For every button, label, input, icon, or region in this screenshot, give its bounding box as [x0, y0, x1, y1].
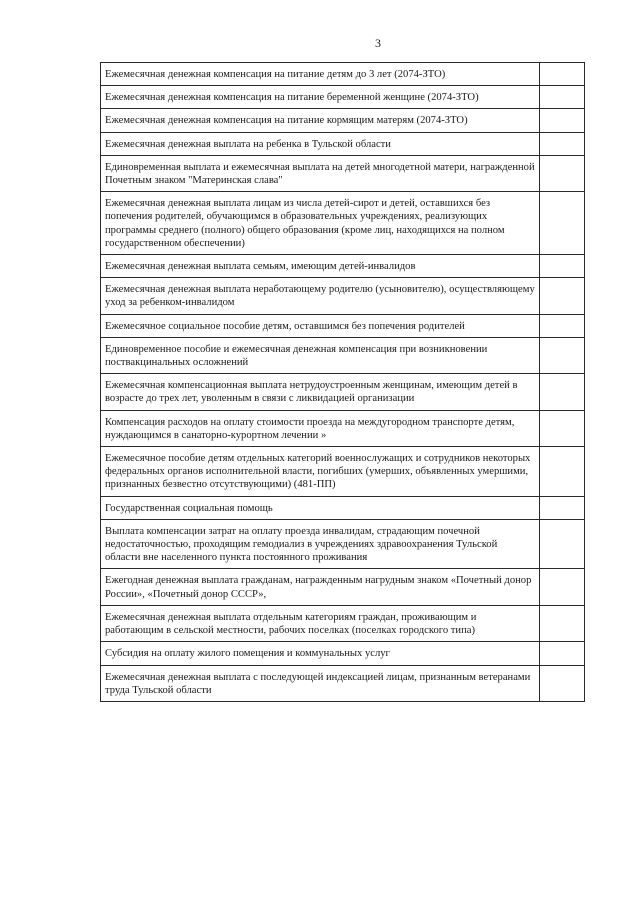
table-row	[101, 314, 585, 337]
benefit-name-cell: Субсидия на оплату жилого помещения и коммунальных услуг	[101, 642, 540, 665]
table-row	[101, 155, 585, 191]
table-row	[101, 665, 585, 701]
table-row	[101, 569, 585, 605]
mark-cell	[540, 410, 585, 446]
page-number: 3	[375, 36, 381, 50]
mark-cell	[540, 447, 585, 497]
benefit-name-cell: Ежемесячное пособие детям отдельных категорий военнослужащих и сотрудников некоторых федеральных органов исполнительной власти, погибших (умерших, объявленных умершими, признанных безвестно отсутствующими) (481-ПП)	[101, 447, 540, 497]
benefit-name-cell: Единовременное пособие и ежемесячная денежная компенсация при возникновении поствакцинальных осложнений	[101, 337, 540, 373]
mark-cell	[540, 374, 585, 410]
benefit-name-cell: Единовременная выплата и ежемесячная выплата на детей многодетной матери, награжденной Почетным знаком "Материнская слава"	[101, 155, 540, 191]
benefit-name-cell: Ежемесячная денежная выплата на ребенка в Тульской области	[101, 132, 540, 155]
mark-cell	[540, 569, 585, 605]
table-row	[101, 410, 585, 446]
table-row	[101, 63, 585, 86]
table-row	[101, 374, 585, 410]
mark-cell	[540, 132, 585, 155]
mark-cell	[540, 665, 585, 701]
benefit-name-cell: Ежемесячная денежная выплата неработающему родителю (усыновителю), осуществляющему уход за ребенком-инвалидом	[101, 278, 540, 314]
table-row	[101, 496, 585, 519]
table-row	[101, 132, 585, 155]
mark-cell	[540, 496, 585, 519]
mark-cell	[540, 337, 585, 373]
benefit-name-cell: Ежемесячная денежная компенсация на питание детям до 3 лет (2074-ЗТО)	[101, 63, 540, 86]
mark-cell	[540, 155, 585, 191]
mark-cell	[540, 109, 585, 132]
benefit-name-cell: Ежегодная денежная выплата гражданам, награжденным нагрудным знаком «Почетный донор России», «Почетный донор СССР»,	[101, 569, 540, 605]
mark-cell	[540, 605, 585, 641]
table-row	[101, 642, 585, 665]
table-row	[101, 337, 585, 373]
mark-cell	[540, 63, 585, 86]
benefit-name-cell: Государственная социальная помощь	[101, 496, 540, 519]
table-row	[101, 519, 585, 569]
benefit-name-cell: Ежемесячная денежная выплата семьям, имеющим детей-инвалидов	[101, 255, 540, 278]
benefit-name-cell: Ежемесячная денежная компенсация на питание кормящим матерям (2074-ЗТО)	[101, 109, 540, 132]
benefit-name-cell: Ежемесячная денежная компенсация на питание беременной женщине (2074-ЗТО)	[101, 86, 540, 109]
mark-cell	[540, 314, 585, 337]
table-row	[101, 447, 585, 497]
mark-cell	[540, 86, 585, 109]
table-row	[101, 605, 585, 641]
mark-cell	[540, 192, 585, 255]
benefit-name-cell: Компенсация расходов на оплату стоимости проезда на междугородном транспорте детям, нуждающимся в санаторно-курортном лечении »	[101, 410, 540, 446]
table-row	[101, 109, 585, 132]
benefit-name-cell: Выплата компенсации затрат на оплату проезда инвалидам, страдающим почечной недостаточностью, проходящим гемодиализ в учреждениях здравоохранения Тульской области вне населенного пункта постоянного проживания	[101, 519, 540, 569]
benefit-name-cell: Ежемесячная компенсационная выплата нетрудоустроенным женщинам, имеющим детей в возрасте до трех лет, уволенным в связи с ликвидацией организации	[101, 374, 540, 410]
benefit-name-cell: Ежемесячная денежная выплата лицам из числа детей-сирот и детей, оставшихся без попечения родителей, обучающимся в образовательных учреждениях, реализующих программы среднего (полного) общего образования (кроме лиц, находящихся на полном государственном обеспечении)	[101, 192, 540, 255]
table-row	[101, 86, 585, 109]
benefit-name-cell: Ежемесячная денежная выплата отдельным категориям граждан, проживающим и работающим в сельской местности, рабочих поселках (поселках городского типа)	[101, 605, 540, 641]
mark-cell	[540, 255, 585, 278]
benefit-name-cell: Ежемесячная денежная выплата с последующей индексацией лицам, признанным ветеранами труда Тульской области	[101, 665, 540, 701]
mark-cell	[540, 642, 585, 665]
table-row	[101, 192, 585, 255]
table-row	[101, 255, 585, 278]
benefit-name-cell: Ежемесячное социальное пособие детям, оставшимся без попечения родителей	[101, 314, 540, 337]
mark-cell	[540, 519, 585, 569]
table-row	[101, 278, 585, 314]
benefits-table	[100, 62, 585, 702]
mark-cell	[540, 278, 585, 314]
